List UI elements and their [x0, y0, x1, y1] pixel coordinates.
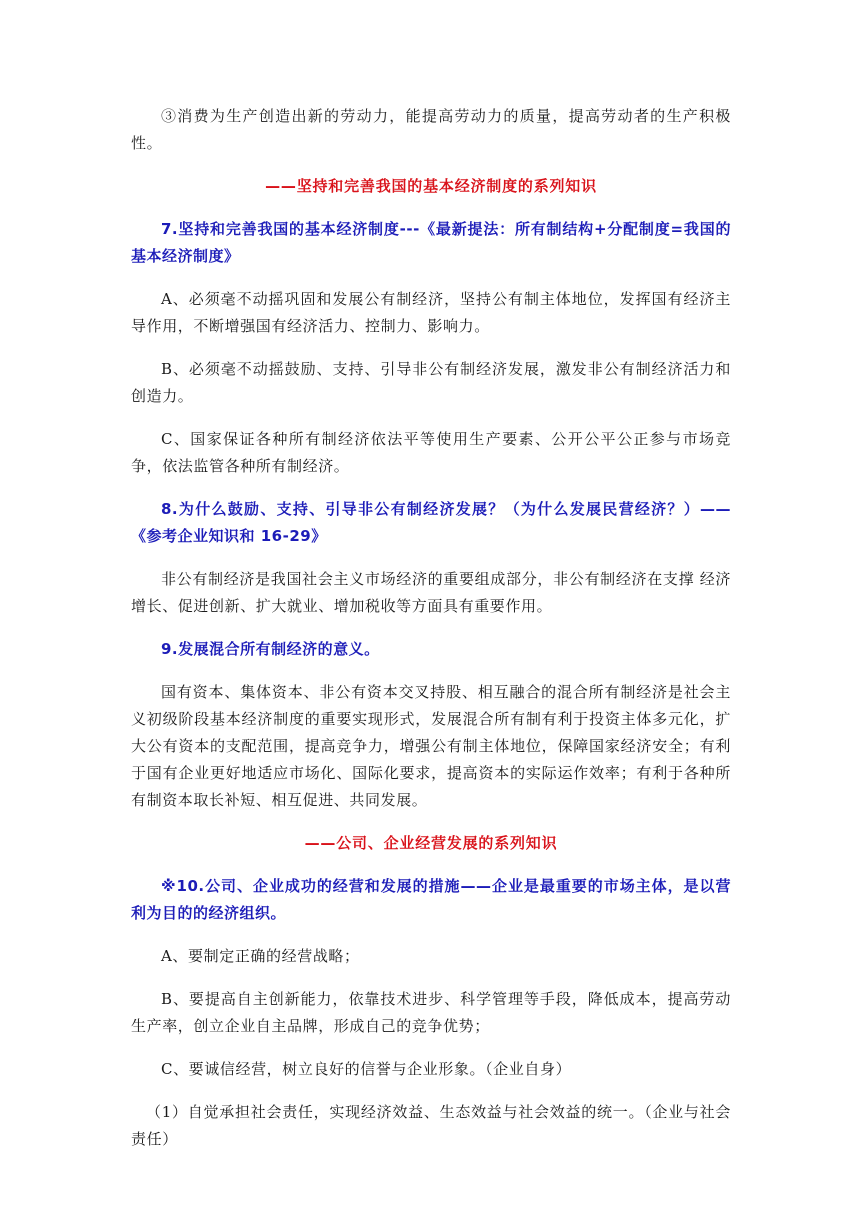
paragraph-8: 非公有制经济是我国社会主义市场经济的重要组成部分，非公有制经济在支撑 经济增长、促进创新、扩大就业、增加税收等方面具有重要作用。: [131, 570, 731, 615]
section-title-economic-system: ——坚持和完善我国的基本经济制度的系列知识: [265, 177, 597, 195]
paragraph-10a: A、要制定正确的经营战略；: [161, 947, 360, 965]
heading-7: 7.坚持和完善我国的基本经济制度---《最新提法：所有制结构+分配制度=我国的基本经济制度》: [131, 220, 731, 265]
paragraph-10d: （1）自觉承担社会责任，实现经济效益、生态效益与社会效益的统一。（企业与社会责任）: [131, 1103, 731, 1148]
paragraph-7c: C、国家保证各种所有制经济依法平等使用生产要素、公开公平公正参与市场竞争，依法监管各种所有制经济。: [131, 430, 731, 475]
paragraph-7a: A、必须毫不动摇巩固和发展公有制经济，坚持公有制主体地位，发挥国有经济主导作用，不断增强国有经济活力、控制力、影响力。: [131, 290, 731, 335]
heading-9: 9.发展混合所有制经济的意义。: [161, 640, 380, 658]
heading-10: ※10.公司、企业成功的经营和发展的措施——企业是最重要的市场主体，是以营利为目的的经济组织。: [131, 877, 731, 922]
paragraph-7b: B、必须毫不动摇鼓励、支持、引导非公有制经济发展，激发非公有制经济活力和创造力。: [131, 360, 731, 405]
paragraph-9: 国有资本、集体资本、非公有资本交叉持股、相互融合的混合所有制经济是社会主义初级阶段基本经济制度的重要实现形式，发展混合所有制有利于投资主体多元化，扩大公有资本的支配范围，提高竞争力，增强公有制主体地位，保障国家经济安全；有利于国有企业更好地适应市场化、国际化要求，提高资本的实际运作效率；有利于各种所有制资本取长补短、相互促进、共同发展。: [131, 683, 731, 809]
paragraph-10c: C、要诚信经营，树立良好的信誉与企业形象。（企业自身）: [161, 1060, 572, 1078]
document-body: [131, 103, 731, 1153]
section-title-enterprise: ——公司、企业经营发展的系列知识: [304, 834, 558, 852]
heading-8: 8.为什么鼓励、支持、引导非公有制经济发展？（为什么发展民营经济？）——《参考企业知识和 16-29》: [131, 500, 731, 545]
paragraph-consumption: ③消费为生产创造出新的劳动力，能提高劳动力的质量，提高劳动者的生产积极性。: [131, 107, 731, 152]
paragraph-10b: B、要提高自主创新能力，依靠技术进步、科学管理等手段，降低成本，提高劳动生产率，创立企业自主品牌，形成自己的竞争优势；: [131, 990, 731, 1035]
